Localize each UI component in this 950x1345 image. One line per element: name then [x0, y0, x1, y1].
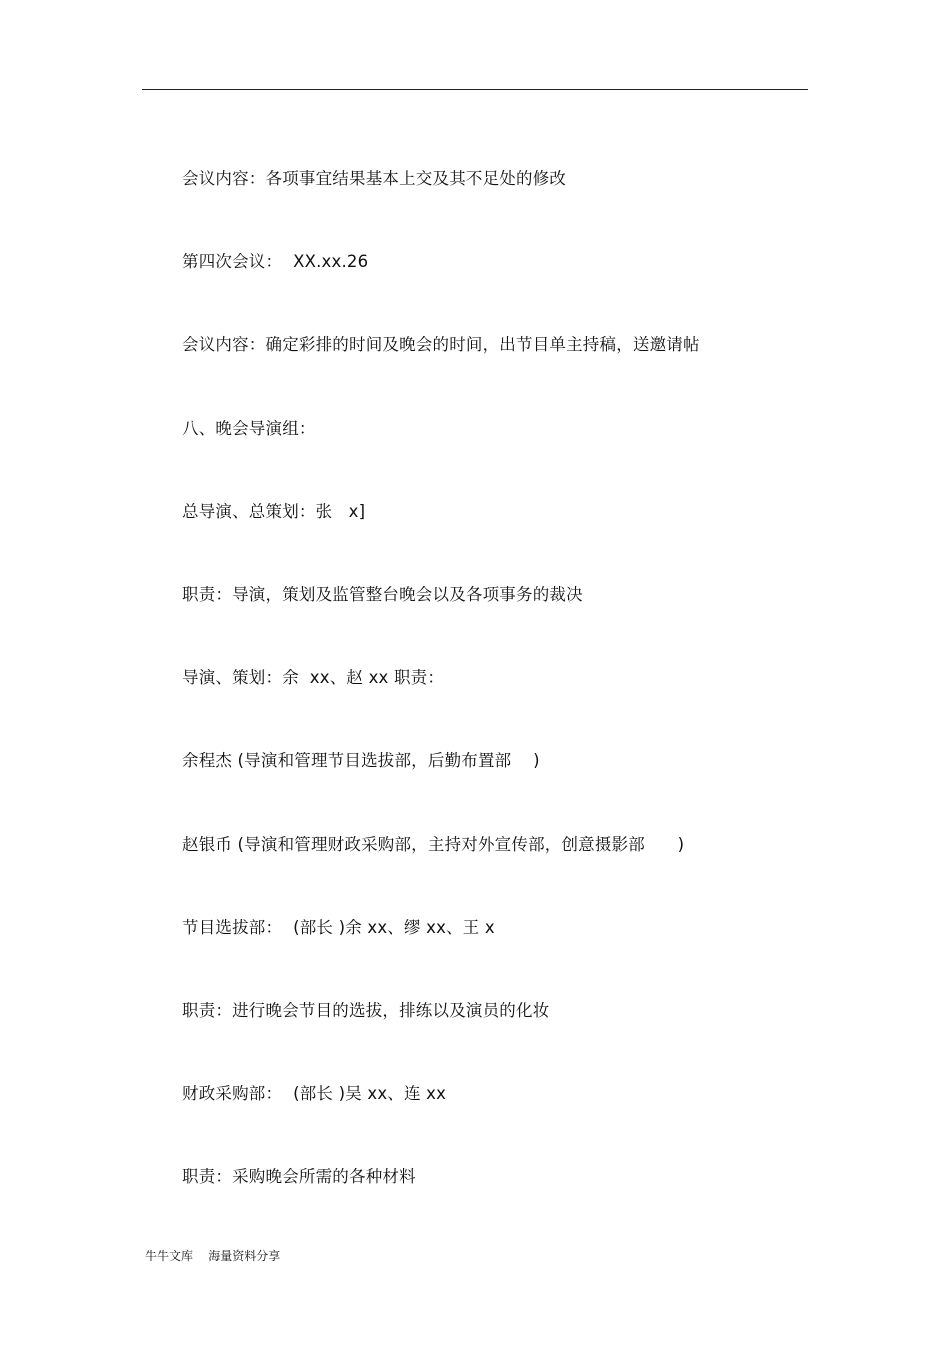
text-line-program-selection-dept: 节目选拔部： (部长 )余 xx、缪 xx、王 x	[182, 917, 495, 937]
footer-brand-text: 牛牛文库 海量资料分享	[145, 1249, 281, 1263]
text-line-director-zhao: 赵银币 (导演和管理财政采购部，主持对外宣传部，创意摄影部 )	[182, 834, 685, 854]
text-line-program-selection-duties: 职责：进行晚会节目的选拔，排练以及演员的化妆	[182, 1000, 550, 1020]
section-heading-director-group: 八、晚会导演组：	[182, 418, 316, 438]
header-rule	[142, 89, 808, 90]
text-line-fourth-meeting: 第四次会议： XX.xx.26	[182, 252, 369, 272]
text-line-chief-duties: 职责：导演，策划及监管整台晚会以及各项事务的裁决	[182, 584, 583, 604]
text-line-meeting-content-4: 会议内容：确定彩排的时间及晚会的时间，出节目单主持稿，送邀请帖	[182, 335, 700, 355]
text-line-directors: 导演、策划：余 xx、赵 xx 职责：	[182, 668, 445, 688]
text-line-finance-procurement-duties: 职责：采购晚会所需的各种材料	[182, 1167, 416, 1187]
text-line-meeting-content-3: 会议内容：各项事宜结果基本上交及其不足处的修改	[182, 169, 567, 188]
document-body	[182, 166, 802, 1247]
text-line-chief-director: 总导演、总策划：张 x]	[182, 501, 366, 521]
text-line-finance-procurement-dept: 财政采购部： (部长 )吴 xx、连 xx	[182, 1084, 447, 1104]
text-line-director-yu: 余程杰 (导演和管理节目选拔部，后勤布置部 )	[182, 751, 540, 771]
